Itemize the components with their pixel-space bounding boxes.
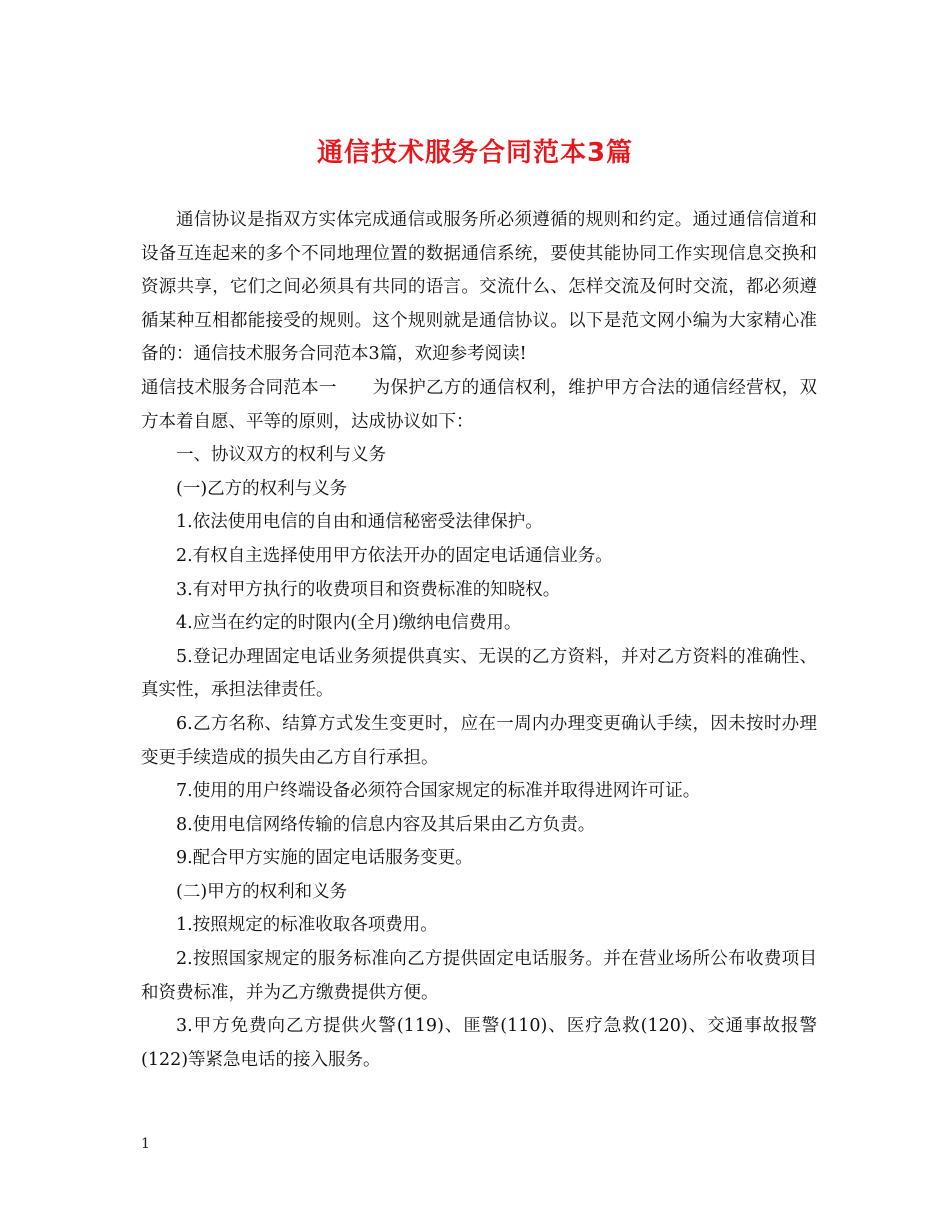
list-item: 1.按照规定的标准收取各项费用。 <box>176 915 438 936</box>
list-item: 7.使用的用户终端设备必须符合国家规定的标准并取得进网许可证。 <box>176 781 701 802</box>
part-heading-party-a: (二)甲方的权利和义务 <box>176 881 348 902</box>
list-item: 6.乙方名称、结算方式发生变更时，应在一周内办理变更确认手续，因未按时办理变更手续造成的损失由乙方自行承担。 <box>141 713 817 768</box>
list-item: 9.配合甲方实施的固定电话服务变更。 <box>176 848 473 869</box>
list-item: 2.按照国家规定的服务标准向乙方提供固定电话服务。并在营业场所公布收费项目和资费标准，并为乙方缴费提供方便。 <box>141 949 817 1003</box>
list-item: 8.使用电信网络传输的信息内容及其后果由乙方负责。 <box>176 814 596 835</box>
list-item: 4.应当在约定的时限内(全月)缴纳电信费用。 <box>176 613 522 634</box>
document-title: 通信技术服务合同范本3篇 <box>316 138 634 168</box>
article-heading: 一、协议双方的权利与义务 <box>176 445 386 466</box>
page-number: 1 <box>141 1136 150 1152</box>
document-body <box>141 204 817 1077</box>
list-item: 3.甲方免费向乙方提供火警(119)、匪警(110)、医疗急救(120)、交通事故报警(122)等紧急电话的接入服务。 <box>141 1016 817 1070</box>
section-one-heading: 通信技术服务合同范本一 <box>141 377 337 398</box>
intro-paragraph: 通信协议是指双方实体完成通信或服务所必须遵循的规则和约定。通过通信信道和设备互连起来的多个不同地理位置的数据通信系统，要使其能协同工作实现信息交换和资源共享，它们之间必须具有共同的语言。交流什么、怎样交流及何时交流，都必须遵循某种互相都能接受的规则。这个规则就是通信协议。以下是范文网小编为大家精心准备的：通信技术服务合同范本3篇，欢迎参考阅读! <box>141 210 817 365</box>
list-item: 2.有权自主选择使用甲方依法开办的固定电话通信业务。 <box>176 545 613 566</box>
list-item: 1.依法使用电信的自由和通信秘密受法律保护。 <box>176 512 543 533</box>
part-heading-party-b: (一)乙方的权利与义务 <box>176 478 348 499</box>
list-item: 3.有对甲方执行的收费项目和资费标准的知晓权。 <box>176 579 561 600</box>
section-one-text: 为保护乙方的通信权利，维护甲方合法的通信经营权，双方本着自愿、平等的原则，达成协议如下： <box>141 377 818 432</box>
section-one-paragraph <box>141 372 817 439</box>
list-item: 5.登记办理固定电话业务须提供真实、无误的乙方资料，并对乙方资料的准确性、真实性，承担法律责任。 <box>141 646 817 701</box>
